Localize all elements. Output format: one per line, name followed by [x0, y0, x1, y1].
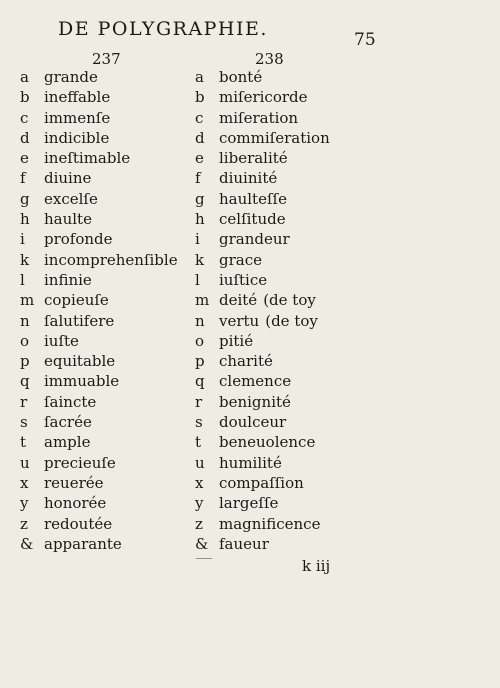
- right-column-row: [195, 108, 365, 128]
- right-column-row: [195, 290, 365, 310]
- cipher-letter: k: [195, 250, 205, 269]
- cipher-letter: &: [195, 534, 209, 553]
- marginal-note: (de toy: [263, 291, 316, 310]
- cipher-letter: b: [20, 88, 30, 107]
- cipher-word: grace: [219, 250, 262, 269]
- cipher-word: miſericorde: [219, 88, 308, 107]
- left-column-row: [20, 371, 185, 391]
- cipher-word: iuſte: [44, 331, 79, 350]
- cipher-letter: d: [20, 128, 30, 147]
- cipher-word: clemence: [219, 372, 292, 391]
- right-column-row: [195, 432, 365, 452]
- cipher-letter: i: [195, 230, 200, 249]
- cipher-letter: a: [195, 68, 204, 86]
- cipher-word: haulteſſe: [219, 189, 287, 208]
- cipher-word: benignité: [219, 392, 291, 411]
- cipher-letter: &: [20, 534, 34, 553]
- cipher-letter: u: [195, 453, 205, 472]
- right-column-row: [195, 270, 365, 290]
- marginal-note: (de toy: [265, 311, 318, 330]
- right-column-row: [195, 229, 365, 249]
- cipher-letter: y: [20, 494, 29, 513]
- left-column-row: [20, 250, 185, 270]
- left-column-row: [20, 392, 185, 412]
- cipher-word: compaſſion: [219, 473, 304, 492]
- cipher-letter: g: [195, 189, 205, 208]
- cipher-letter: h: [195, 210, 205, 229]
- cipher-word: excelſe: [44, 189, 98, 208]
- cipher-word: bonté: [219, 68, 263, 86]
- cipher-word: deité: [219, 291, 258, 310]
- left-column-row: [20, 351, 185, 371]
- cipher-word: honorée: [44, 494, 107, 513]
- cipher-word: profonde: [44, 230, 113, 249]
- cipher-word: immuable: [44, 372, 120, 391]
- cipher-letter: n: [20, 311, 30, 330]
- cipher-word: diuine: [44, 169, 92, 188]
- cipher-letter: t: [20, 433, 27, 452]
- cipher-letter: g: [20, 189, 30, 208]
- cipher-letter: m: [195, 291, 210, 310]
- right-column-row: [195, 493, 365, 513]
- left-column-row: [20, 311, 185, 331]
- right-column-number: 238: [255, 50, 284, 68]
- cipher-letter: k: [20, 250, 30, 269]
- cipher-letter: s: [20, 413, 28, 432]
- running-head: DE POLYGRAPHIE.: [58, 18, 268, 40]
- cipher-letter: i: [20, 230, 25, 249]
- cipher-word: beneuolence: [219, 433, 316, 452]
- cipher-letter: d: [195, 128, 205, 147]
- cipher-word: ſaincte: [44, 392, 97, 411]
- cipher-word: ample: [44, 433, 91, 452]
- right-column-row: [195, 168, 365, 188]
- cipher-word: miſeration: [219, 108, 299, 127]
- left-column-row: [20, 331, 185, 351]
- cipher-word: copieuſe: [44, 291, 109, 310]
- cipher-letter: f: [20, 169, 26, 188]
- cipher-word: vertu: [219, 311, 260, 330]
- cipher-letter: f: [195, 169, 201, 188]
- right-column-row: [195, 412, 365, 432]
- left-column-row: [20, 67, 185, 87]
- cipher-word: redoutée: [44, 514, 113, 533]
- right-column-row: [195, 128, 365, 148]
- right-column-row: [195, 87, 365, 107]
- cipher-letter: c: [195, 108, 204, 127]
- cipher-word: precieuſe: [44, 453, 116, 472]
- left-column-row: [20, 229, 185, 249]
- cipher-letter: x: [195, 473, 204, 492]
- cipher-letter: s: [195, 413, 203, 432]
- left-column-row: [20, 189, 185, 209]
- cipher-letter: h: [20, 210, 30, 229]
- left-column-row: [20, 453, 185, 473]
- cipher-letter: b: [195, 88, 205, 107]
- right-column-row: [195, 514, 365, 534]
- cipher-letter: m: [20, 291, 35, 310]
- cipher-word: apparante: [44, 534, 122, 553]
- cipher-letter: t: [195, 433, 202, 452]
- signature-mark: k iij: [302, 557, 331, 575]
- cipher-letter: a: [20, 68, 29, 86]
- cipher-letter: p: [195, 352, 205, 371]
- cipher-letter: p: [20, 352, 30, 371]
- end-rule: [196, 558, 212, 559]
- cipher-letter: l: [195, 270, 200, 289]
- left-column-row: [20, 168, 185, 188]
- cipher-letter: r: [195, 392, 203, 411]
- cipher-letter: o: [195, 331, 205, 350]
- cipher-word: diuinité: [219, 169, 278, 188]
- right-column-row: [195, 209, 365, 229]
- cipher-letter: o: [20, 331, 30, 350]
- cipher-word: immenſe: [44, 108, 111, 127]
- cipher-word: iuſtice: [219, 270, 268, 289]
- cipher-word: haulte: [44, 210, 92, 229]
- cipher-letter: q: [195, 372, 205, 391]
- cipher-letter: n: [195, 311, 205, 330]
- cipher-letter: x: [20, 473, 29, 492]
- right-column-row: [195, 250, 365, 270]
- right-column-row: [195, 148, 365, 168]
- cipher-word: celſitude: [219, 210, 286, 229]
- left-column-row: [20, 514, 185, 534]
- right-word-column: [195, 67, 365, 554]
- left-column-row: [20, 412, 185, 432]
- cipher-word: infinie: [44, 270, 92, 289]
- right-column-row: [195, 189, 365, 209]
- cipher-letter: u: [20, 453, 30, 472]
- cipher-word: liberalité: [219, 149, 288, 168]
- cipher-letter: e: [20, 149, 29, 168]
- cipher-word: largeſſe: [219, 494, 279, 513]
- cipher-letter: l: [20, 270, 25, 289]
- left-column-row: [20, 473, 185, 493]
- right-column-row: [195, 534, 365, 554]
- right-column-row: [195, 371, 365, 391]
- left-column-row: [20, 148, 185, 168]
- right-column-row: [195, 392, 365, 412]
- cipher-letter: z: [20, 514, 28, 533]
- left-column-row: [20, 270, 185, 290]
- right-column-row: [195, 331, 365, 351]
- left-word-column: [20, 67, 185, 554]
- page-number: 75: [354, 30, 376, 50]
- cipher-letter: e: [195, 149, 204, 168]
- cipher-word: incomprehenſible: [44, 250, 178, 269]
- cipher-word: ineffable: [44, 88, 111, 107]
- right-column-row: [195, 453, 365, 473]
- left-column-row: [20, 87, 185, 107]
- cipher-word: faueur: [219, 534, 269, 553]
- cipher-word: pitié: [219, 331, 254, 350]
- cipher-word: reuerée: [44, 473, 104, 492]
- left-column-row: [20, 209, 185, 229]
- cipher-word: doulceur: [219, 413, 287, 432]
- cipher-word: equitable: [44, 352, 116, 371]
- left-column-row: [20, 128, 185, 148]
- cipher-word: charité: [219, 352, 273, 371]
- cipher-letter: c: [20, 108, 29, 127]
- left-column-row: [20, 108, 185, 128]
- cipher-word: grandeur: [219, 230, 290, 249]
- cipher-word: grande: [44, 68, 98, 86]
- right-column-row: [195, 311, 365, 331]
- right-column-row: [195, 473, 365, 493]
- right-column-row: [195, 351, 365, 371]
- cipher-word: ſalutifere: [44, 311, 115, 330]
- cipher-word: commiſeration: [219, 128, 330, 147]
- cipher-word: ineſtimable: [44, 149, 131, 168]
- left-column-row: [20, 290, 185, 310]
- cipher-word: indicible: [44, 128, 110, 147]
- cipher-word: humilité: [219, 453, 282, 472]
- cipher-letter: r: [20, 392, 28, 411]
- left-column-row: [20, 534, 185, 554]
- cipher-letter: z: [195, 514, 203, 533]
- cipher-letter: y: [195, 494, 204, 513]
- left-column-number: 237: [92, 50, 121, 68]
- right-column-row: [195, 67, 365, 87]
- left-column-row: [20, 432, 185, 452]
- left-column-row: [20, 493, 185, 513]
- cipher-word: magnificence: [219, 514, 321, 533]
- cipher-word: ſacrée: [44, 413, 92, 432]
- cipher-letter: q: [20, 372, 30, 391]
